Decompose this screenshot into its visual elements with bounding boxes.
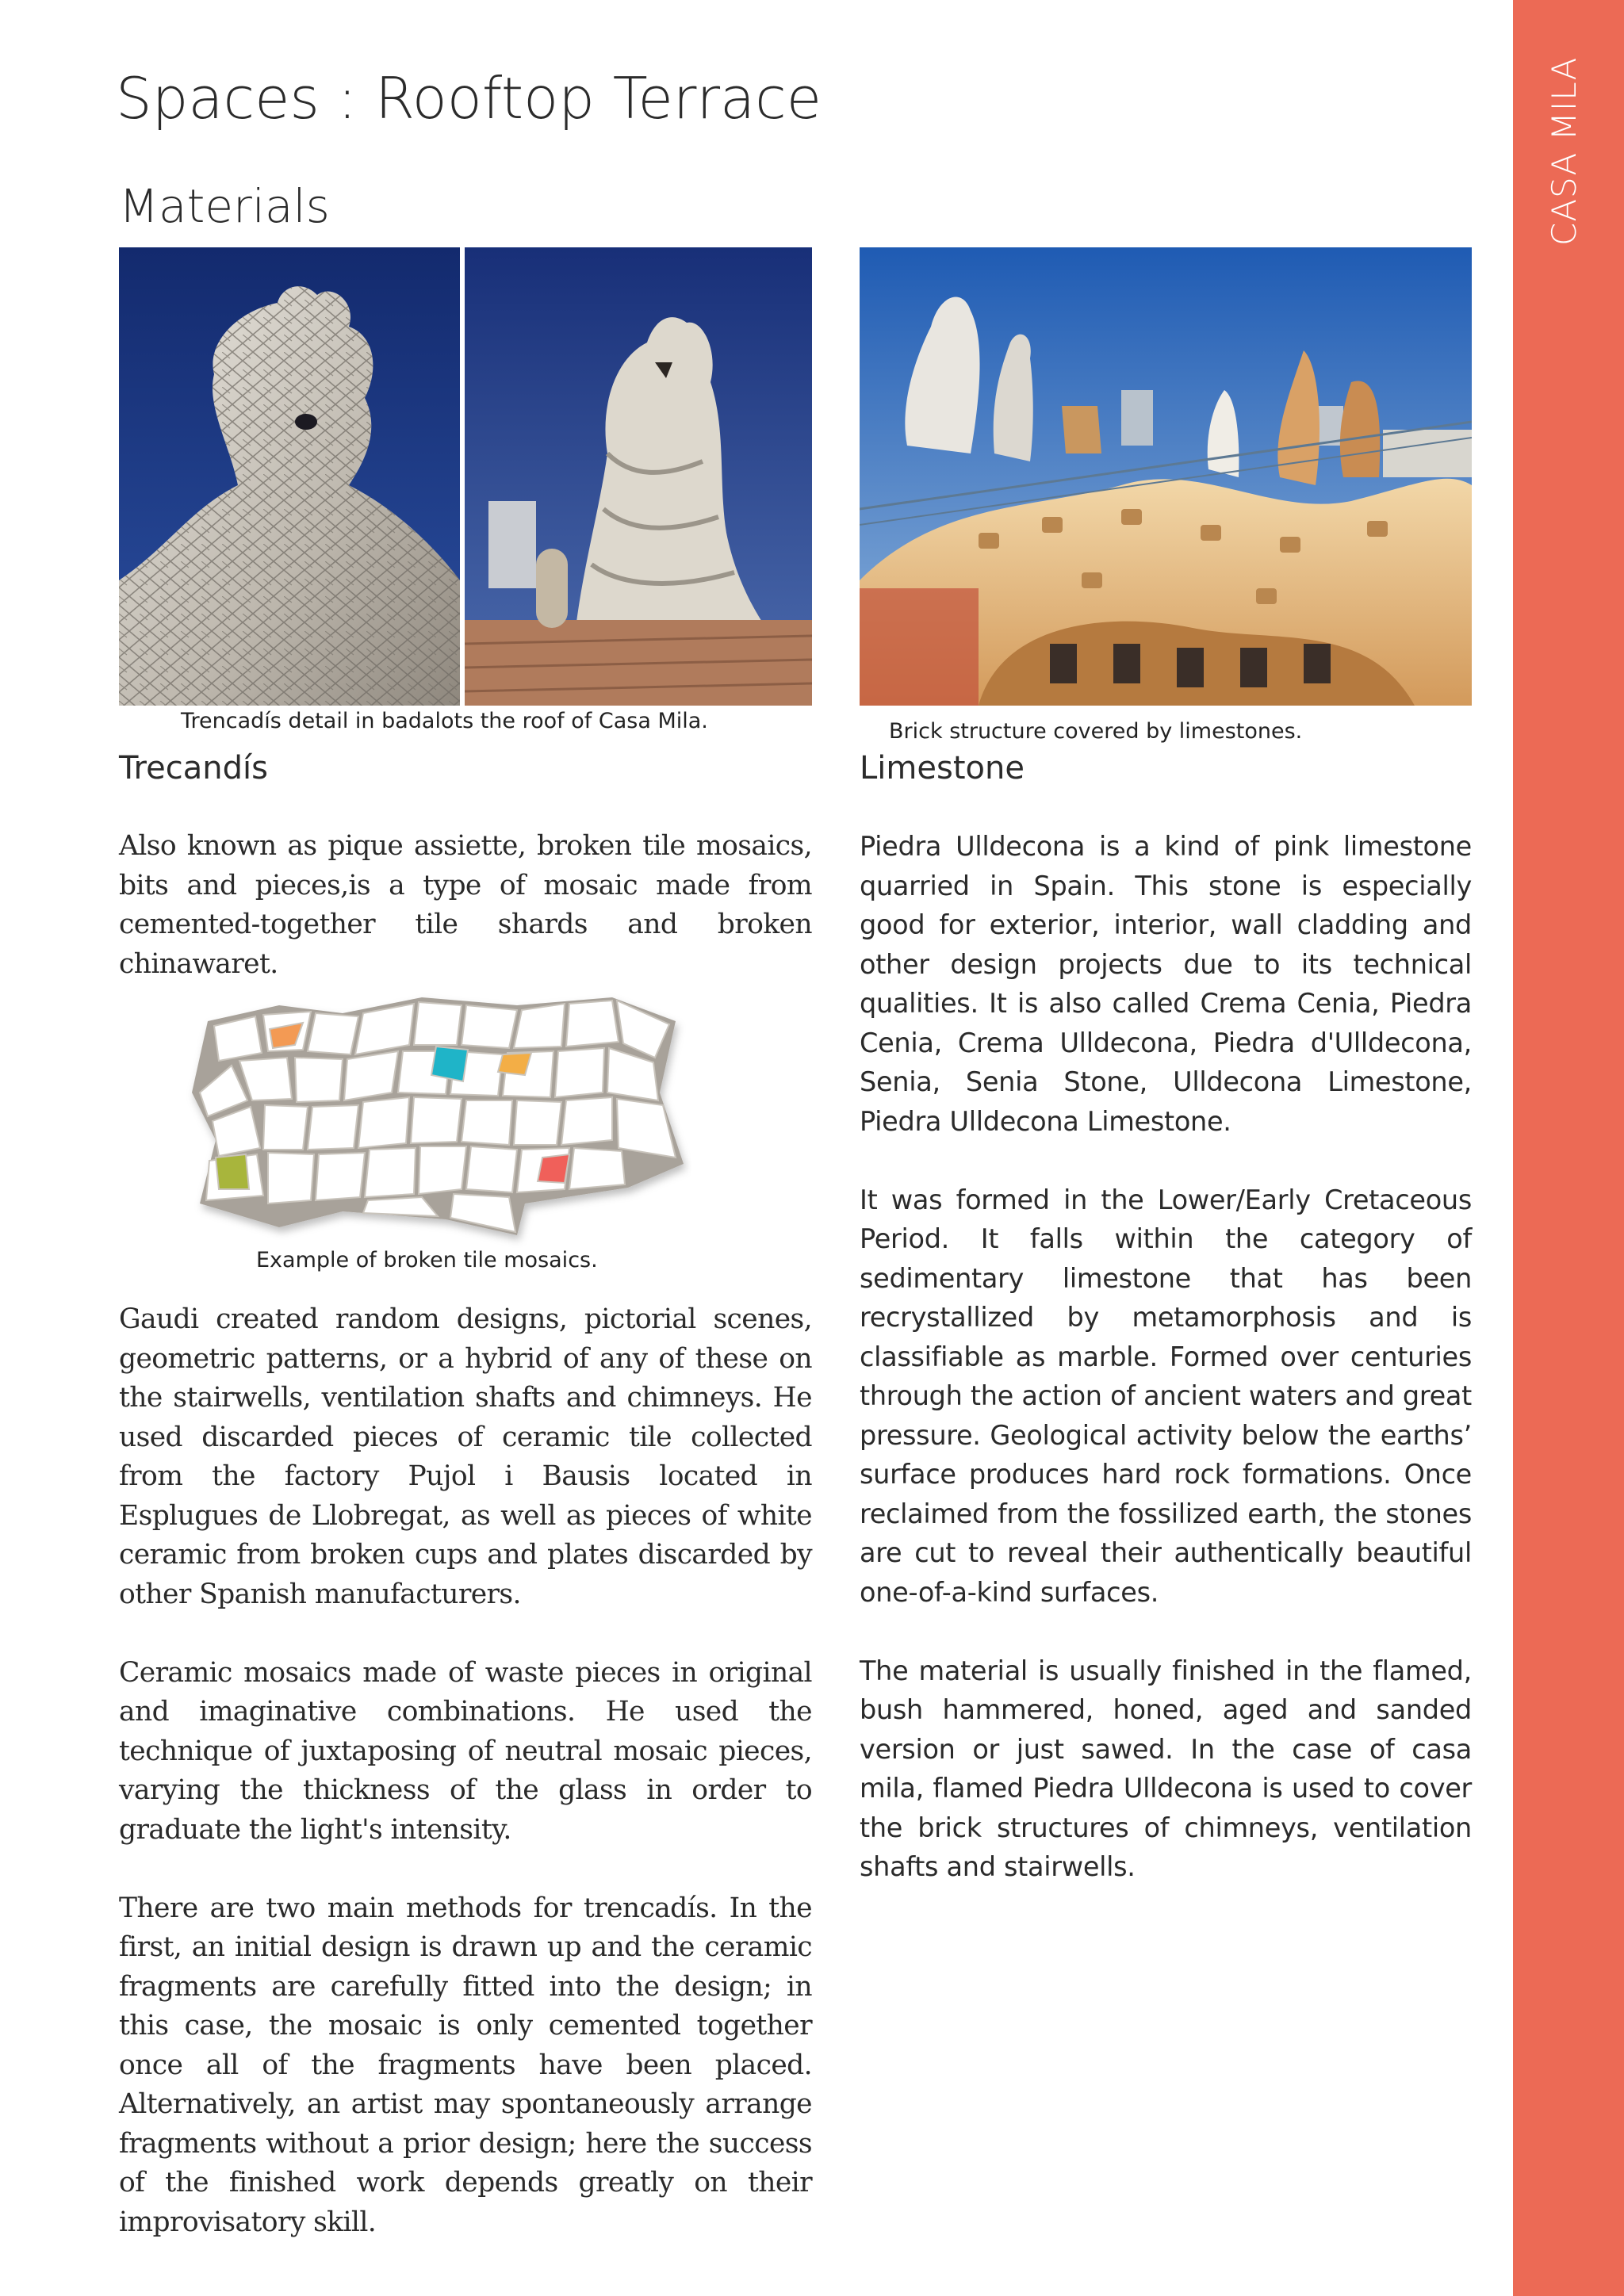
limestone-paragraph-3: The material is usually finished in the flamed, bush hammered, honed, aged and sanded version or just sawed. In the case of casa mila, flamed Piedra Ulldecona is used to cover the brick structures of chimneys, ventilation shafts and stairwells. bbox=[860, 1655, 1472, 1882]
mosaic-caption: Example of broken tile mosaics. bbox=[256, 1248, 598, 1272]
trencadis-paragraph-1: Gaudi created random designs, pictorial scenes, geometric patterns, or a hybrid of any of these on the stairwells, ventilation shafts and chimneys. He used discarded pieces of ceramic tile collected from the factory Pujol i Bausis located in Esplugues de Llobregat, as well as pieces of white ceramic from broken cups and plates discarded by other Spanish manufacturers. bbox=[119, 1303, 812, 1610]
chimney-detail-photo bbox=[119, 247, 460, 706]
trencadis-paragraph-3: There are two main methods for trencadís. In the first, an initial design is drawn up and the ceramic fragments are carefully fitted into the design; in this case, the mosaic is only cemented together once all of the fragments have been placed. Alternatively, an artist may spontaneously arrange fragments without a prior design; here the success of the finished work depends greatly on their improvisatory skill. bbox=[119, 1892, 812, 2238]
limestone-paragraph-1: Piedra Ulldecona is a kind of pink limestone quarried in Spain. This stone is especially good for exterior, interior, wall cladding and other design projects due to its technical qualities. It is also called Crema Cenia, Piedra Cenia, Crema Ulldecona, Piedra d'Ulldecona, Senia, Senia Stone, Ulldecona Limestone, Piedra Ulldecona Limestone. bbox=[860, 831, 1472, 1137]
section-title: Materials bbox=[119, 179, 330, 233]
trencadis-heading: Trecandís bbox=[119, 750, 268, 786]
rooftop-photo bbox=[860, 247, 1472, 706]
trencadis-paragraph-2: Ceramic mosaics made of waste pieces in original and imaginative combinations. He used the technique of juxtaposing of neutral mosaic pieces, varying the thickness of the glass in order to graduate the light's intensity. bbox=[119, 1656, 812, 1846]
sidebar-band bbox=[1513, 0, 1624, 2296]
page-title: Spaces : Rooftop Terrace bbox=[116, 65, 822, 132]
limestone-paragraph-2: It was formed in the Lower/Early Cretaceous Period. It falls within the category of sedimentary limestone that has been recrystallized by metamorphosis and is classifiable as marble. Formed over centuries through the action of ancient waters and great pressure. Geological activity below the earths’ surface produces hard rock formations. Once reclaimed from the fossilized earth, the stones are cut to reveal their authentically beautiful one-of-a-kind surfaces. bbox=[860, 1184, 1472, 1608]
trencadis-intro: Also known as pique assiette, broken tile mosaics, bits and pieces,is a type of mosaic made from cemented-together tile shards and broken chinawaret. bbox=[119, 830, 812, 980]
limestone-heading: Limestone bbox=[860, 750, 1025, 786]
chimney-terrace-photo bbox=[465, 247, 812, 706]
limestone-body bbox=[860, 827, 1472, 1926]
trencadis-body bbox=[119, 1300, 812, 2282]
chimney-photo-caption: Trencadís detail in badalots the roof of Casa Mila. bbox=[181, 709, 708, 733]
rooftop-photo-caption: Brick structure covered by limestones. bbox=[889, 719, 1303, 744]
sidebar-label: CASA MILA bbox=[1545, 56, 1584, 246]
broken-tile-mosaic-image bbox=[184, 982, 691, 1251]
